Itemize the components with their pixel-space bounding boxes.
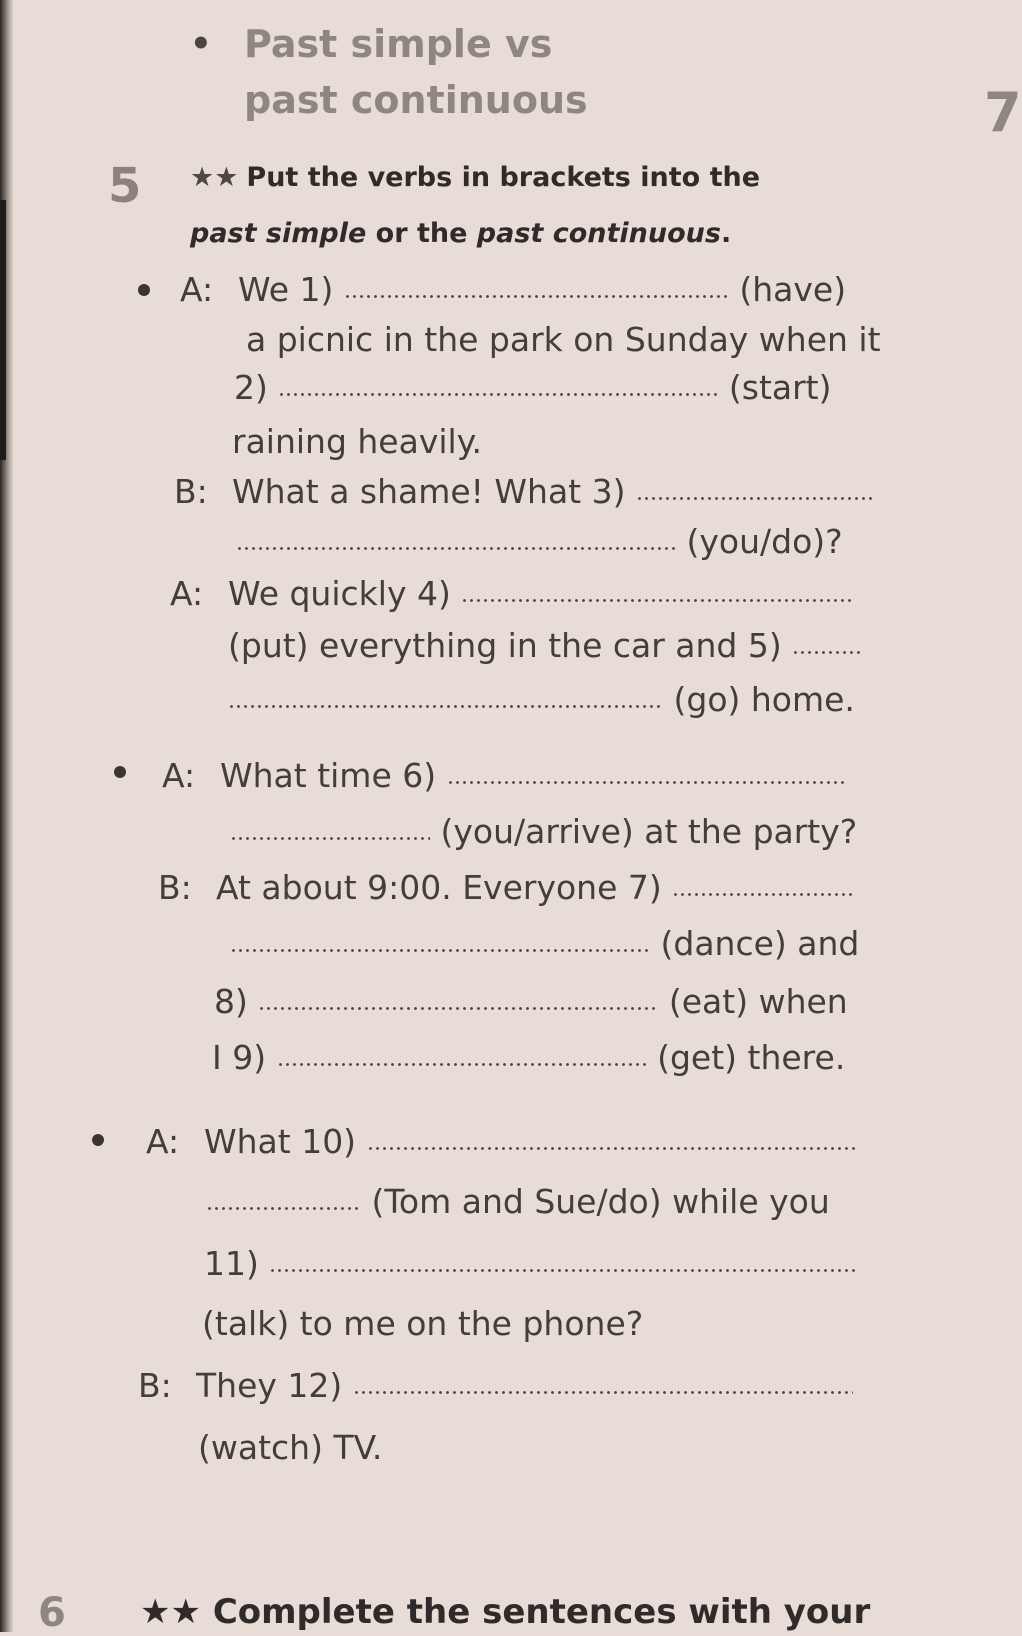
dialog-line — [138, 1366, 853, 1406]
dialog-line — [146, 1122, 857, 1162]
speaker-label: A: — [162, 756, 196, 795]
dialog-line — [212, 1038, 845, 1078]
header-line-2: past continuous — [244, 78, 588, 122]
verb-cue: (you/arrive) at the party? — [440, 812, 858, 851]
verb-cue: (have) — [739, 270, 847, 309]
answer-blank[interactable] — [269, 1267, 859, 1275]
section-header — [190, 16, 588, 128]
line-text: What a shame! What 3) — [232, 472, 626, 511]
dialog-bullet — [138, 284, 150, 296]
dialog-line — [246, 320, 881, 360]
verb-cue: (go) home. — [673, 680, 855, 719]
dialog-line — [230, 924, 859, 964]
answer-blank[interactable] — [230, 835, 430, 843]
line-text: (watch) TV. — [198, 1428, 383, 1467]
line-text: a picnic in the park on Sunday when it — [246, 320, 881, 359]
answer-blank[interactable] — [367, 1145, 857, 1153]
exercise-instruction — [190, 150, 910, 262]
answer-blank[interactable] — [258, 1005, 658, 1013]
binding-edge — [0, 200, 6, 460]
dialog-line — [230, 812, 857, 852]
speaker-label: B: — [174, 472, 208, 511]
dialog-line — [162, 756, 847, 796]
answer-blank[interactable] — [230, 947, 650, 955]
answer-blank[interactable] — [636, 495, 876, 503]
answer-blank[interactable] — [206, 1205, 361, 1213]
exercise-number: 5 — [108, 158, 142, 214]
dialog-bullet — [114, 766, 126, 778]
line-text: What time 6) — [220, 756, 437, 795]
answer-blank[interactable] — [228, 703, 663, 711]
verb-cue: (get) there. — [657, 1038, 846, 1077]
line-text: They 12) — [196, 1366, 343, 1405]
dialog-line — [234, 368, 831, 408]
line-text: We 1) — [238, 270, 334, 309]
speaker-label: B: — [138, 1366, 172, 1405]
speaker-label: A: — [180, 270, 214, 309]
speaker-label: B: — [158, 868, 192, 907]
header-line-1: Past simple vs — [244, 22, 553, 66]
answer-blank[interactable] — [236, 545, 676, 553]
dialog-line — [236, 522, 843, 562]
dialog-line — [228, 680, 855, 720]
verb-cue: (eat) when — [668, 982, 848, 1021]
dialog-line — [198, 1428, 382, 1468]
answer-blank[interactable] — [672, 891, 852, 899]
next-exercise-instruction — [140, 1592, 870, 1632]
line-text: 8) — [214, 982, 248, 1021]
answer-blank[interactable] — [344, 293, 729, 301]
instruction-term-2: past continuous — [476, 218, 721, 249]
answer-blank[interactable] — [792, 649, 862, 657]
difficulty-stars: ★★ — [140, 1592, 201, 1632]
line-text: What 10) — [204, 1122, 357, 1161]
side-page-number: 7 — [984, 81, 1022, 144]
difficulty-stars: ★★ — [190, 162, 239, 193]
instruction-end: . — [720, 218, 732, 249]
dialog-line — [204, 1244, 859, 1284]
line-text: raining heavily. — [232, 422, 483, 461]
instruction-term-1: past simple — [190, 218, 367, 249]
next-exercise-number: 6 — [38, 1590, 66, 1636]
line-text: I 9) — [212, 1038, 267, 1077]
verb-cue: (dance) and — [660, 924, 860, 963]
dialog-line — [206, 1182, 830, 1222]
speaker-label: A: — [146, 1122, 180, 1161]
dialog-bullet — [92, 1134, 104, 1146]
line-text: (put) everything in the car and 5) — [228, 626, 782, 665]
header-bullet: • — [190, 24, 212, 64]
line-text: 2) — [234, 368, 268, 407]
dialog-line — [214, 982, 848, 1022]
dialog-line — [174, 472, 876, 512]
dialog-line — [158, 868, 852, 908]
line-text: (talk) to me on the phone? — [202, 1304, 644, 1343]
dialog-line — [180, 270, 846, 310]
answer-blank[interactable] — [277, 1061, 647, 1069]
line-text: We quickly 4) — [228, 574, 451, 613]
answer-blank[interactable] — [353, 1389, 853, 1397]
verb-cue: (Tom and Sue/do) while you — [371, 1182, 830, 1221]
answer-blank[interactable] — [447, 779, 847, 787]
line-text: At about 9:00. Everyone 7) — [216, 868, 662, 907]
instruction-line-1: Put the verbs in brackets into the — [246, 162, 761, 193]
dialog-line — [170, 574, 851, 614]
dialog-line — [228, 626, 862, 666]
verb-cue: (you/do)? — [686, 522, 843, 561]
line-text: 11) — [204, 1244, 259, 1283]
instruction-joiner: or the — [366, 218, 477, 249]
answer-blank[interactable] — [278, 391, 718, 399]
dialog-line — [232, 422, 482, 462]
dialog-line — [202, 1304, 643, 1344]
next-instruction-text: Complete the sentences with your — [212, 1592, 871, 1632]
speaker-label: A: — [170, 574, 204, 613]
answer-blank[interactable] — [461, 597, 851, 605]
verb-cue: (start) — [728, 368, 832, 407]
